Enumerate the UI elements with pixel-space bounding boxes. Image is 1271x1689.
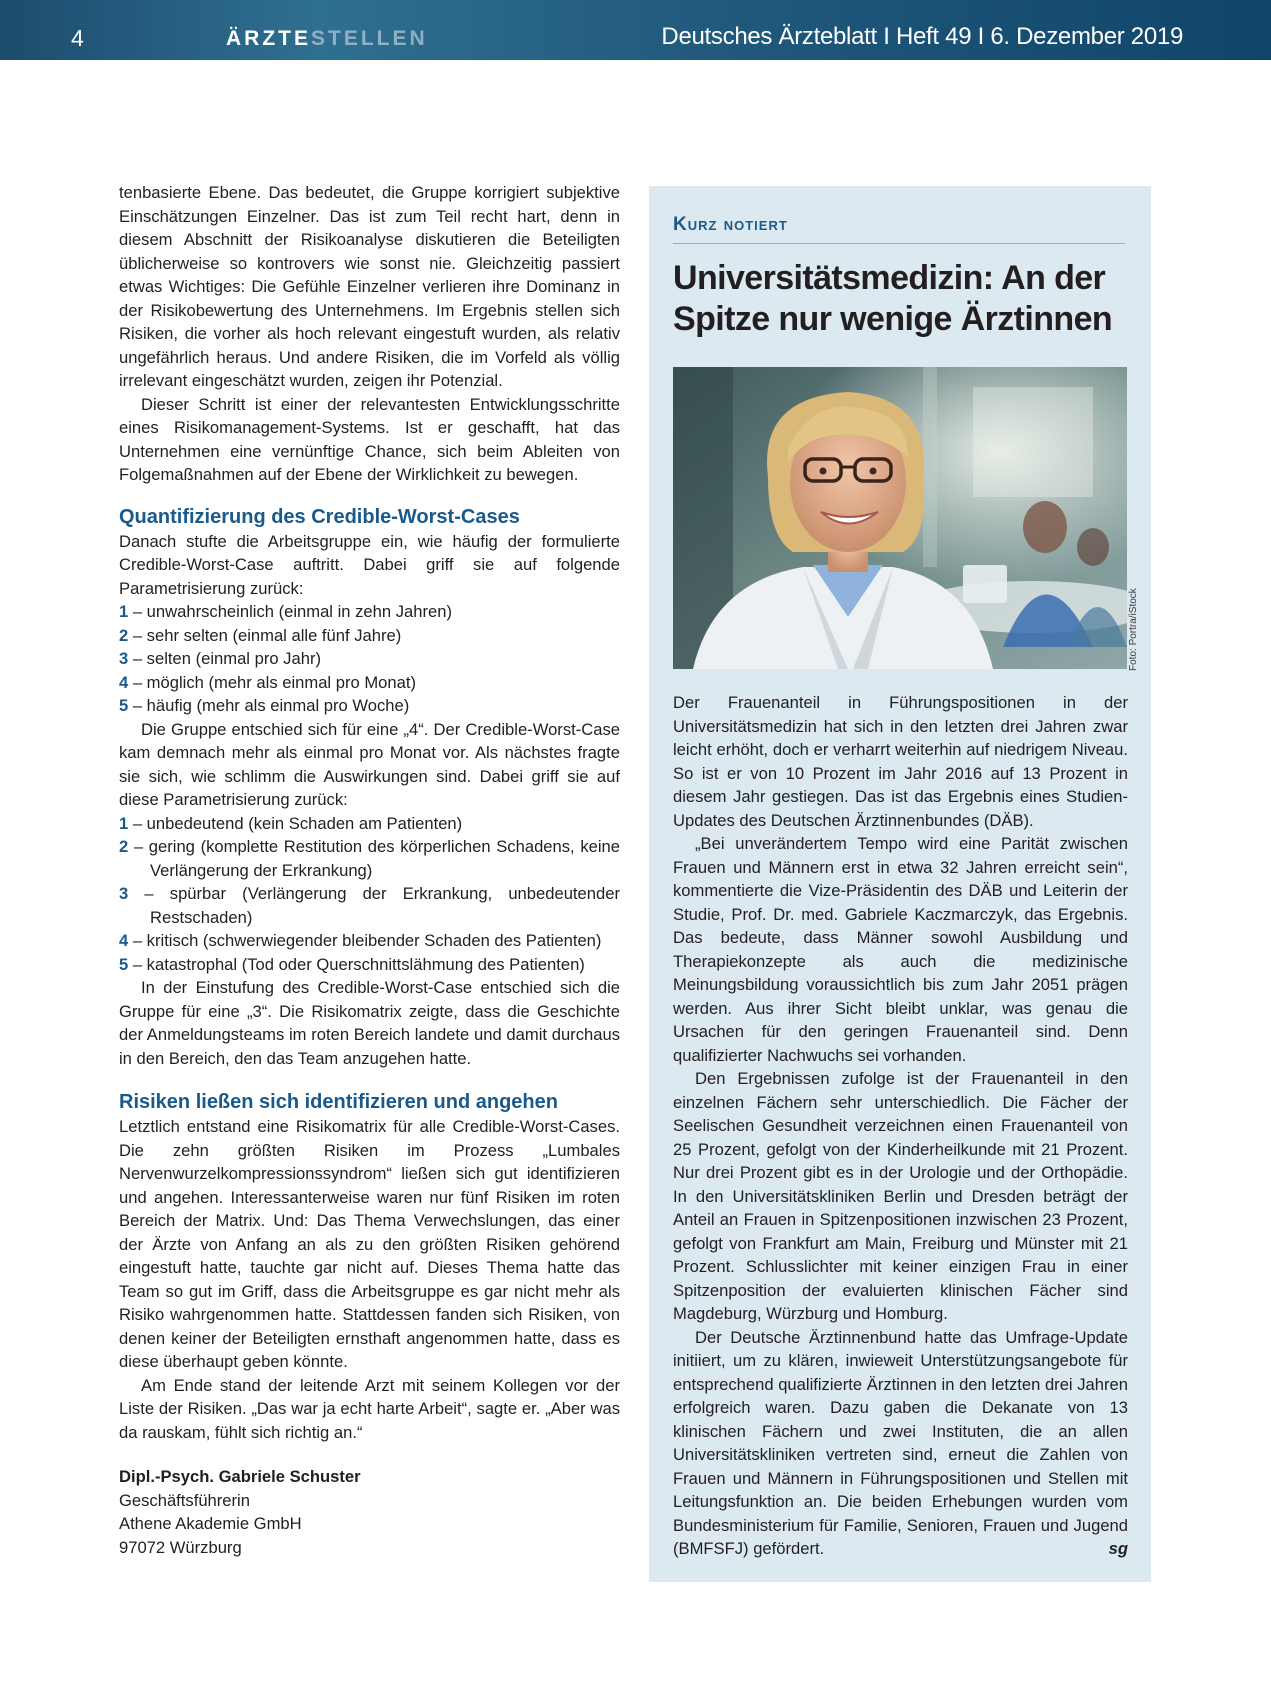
list-item <box>119 882 620 929</box>
list-text: – unwahrscheinlich (einmal in zehn Jahren) <box>128 602 452 621</box>
author-city: 97072 Würzburg <box>119 1537 242 1557</box>
list-item <box>119 835 620 882</box>
list-item <box>119 929 620 953</box>
list-item <box>119 624 620 648</box>
author-signature <box>119 1465 620 1559</box>
list-text: – selten (einmal pro Jahr) <box>128 649 321 668</box>
author-initials: sg <box>1108 1539 1128 1558</box>
sidebar-paragraph: Der Frauenanteil in Führungspositionen in der Universitätsmedizin hat sich in den letzten drei Jahren zwar leicht erhöht, doch er verharrt weiterhin auf niedrigem Niveau. So ist er von 10 Prozent im Jahr 2016 auf 13 Prozent in diesem Jahr gestiegen. Das ist das Ergebnis eines Studien-Updates des Deutschen Ärztinnenbundes (DÄB). <box>673 693 1128 830</box>
list-text: – gering (komplette Restitution des körperlichen Schadens, keine Verlängerung der Erkrankung) <box>128 837 620 880</box>
aerztestellen-logo <box>226 26 428 52</box>
photo-credit: Foto: Portra/iStock <box>1128 588 1139 671</box>
list-number: 2 <box>119 625 129 645</box>
article-paragraph: In der Einstufung des Credible-Worst-Case entschied sich die Gruppe für eine „3“. Die Risikomatrix zeigte, dass die Geschichte der Anmeldungsteams im roten Bereich landete und damit durchaus in den Bereich, den das Team anzugehen hatte. <box>119 978 620 1068</box>
author-company: Athene Akademie GmbH <box>119 1514 302 1533</box>
article-paragraph: Dieser Schritt ist einer der relevantesten Entwicklungsschritte eines Risikomanagement-Systems. Ist er geschafft, hat das Unternehmen eine vernünftige Chance, sich beim Ableiten von Folgemaßnahmen auf der Ebene der Wirklichkeit zu bewegen. <box>119 394 620 484</box>
list-text: – sehr selten (einmal alle fünf Jahre) <box>128 625 402 645</box>
sidebar-paragraph-last <box>673 1326 1128 1561</box>
list-item <box>119 671 620 695</box>
sidebar-headline: Universitätsmedizin: An der Spitze nur wenige Ärztinnen <box>673 259 1113 338</box>
list-text: – katastrophal (Tod oder Querschnittslähmung des Patienten) <box>128 954 585 974</box>
author-name: Dipl.-Psych. Gabriele Schuster <box>119 1467 361 1486</box>
list-item <box>119 812 620 836</box>
article-paragraph: Am Ende stand der leitende Arzt mit seinem Kollegen vor der Liste der Risiken. „Das war ja echt harte Arbeit“, sagte er. „Aber was da rauskam, fühlt sich richtig an.“ <box>119 1375 620 1442</box>
sidebar-paragraph-text: Der Deutsche Ärztinnenbund hatte das Umfrage-Update initiiert, um zu klären, inwieweit Unterstützungsangebote für entsprechend qualifizierte Ärztinnen in den letzten drei Jahren erfolgreich waren. Dazu gaben die Dekanate von 13 klinischen Fächern und zwei Instituten, die an allen Universitätskliniken vertreten sind, erneut die Zahlen von Frauen und Männern in Führungspositionen und Stellen mit Leitungsfunktion an. Die beiden Erhebungen wurden vom Bundesministerium für Familie, Senioren, Frauen und Jugend (BMFSFJ) gefördert. <box>673 1327 1128 1558</box>
frequency-scale-list <box>119 600 620 718</box>
doctor-photo <box>673 367 1127 669</box>
list-text: – spürbar (Verlängerung der Erkrankung, unbedeutender Restschaden) <box>128 884 620 927</box>
list-number: 1 <box>119 813 129 833</box>
author-role: Geschäftsführerin <box>119 1490 250 1510</box>
news-sidebar-box <box>649 186 1151 1582</box>
list-number: 2 <box>119 837 129 856</box>
kicker-divider <box>673 243 1125 244</box>
article-column <box>119 181 620 1559</box>
list-number: 5 <box>119 696 129 715</box>
list-text: – möglich (mehr als einmal pro Monat) <box>128 672 416 692</box>
list-item <box>119 600 620 624</box>
section-heading-risks: Risiken ließen sich identifizieren und angehen <box>119 1091 558 1113</box>
article-paragraph: Die Gruppe entschied sich für eine „4“. Der Credible-Worst-Case kam demnach mehr als einmal pro Monat vor. Als nächstes fragte sie sich, wie schlimm die Auswirkungen sind. Dabei griff sie auf diese Parametrisierung zurück: <box>119 719 620 809</box>
doctor-photo-illustration <box>673 367 1127 669</box>
section-heading-quantification: Quantifizierung des Credible-Worst-Cases <box>119 505 520 528</box>
article-paragraph: tenbasierte Ebene. Das bedeutet, die Gruppe korrigiert subjektive Einschätzungen Einzelner. Das ist zum Teil recht hart, denn in diesem Abschnitt der Risikoanalyse diskutieren die Beteiligten üblicherweise so kontrovers wie sonst nie. Gleichzeitig passiert etwas Wichtiges: Die Gefühle Einzelner verlieren ihre Dominanz in der Risikobewertung des Unternehmens. Im Ergebnis stellen sich Risiken, die vorher als hoch relevant eingestuft wurden, als relativ ungefährlich heraus. Und andere Risiken, die im Vorfeld als völlig irrelevant eingeschätzt wurden, zeigen ihr Potenzial. <box>119 183 620 390</box>
list-number: 3 <box>119 884 129 903</box>
list-number: 4 <box>119 931 129 950</box>
list-item <box>119 953 620 977</box>
logo-part-2: STELLEN <box>311 27 428 50</box>
list-number: 5 <box>119 954 129 974</box>
list-item <box>119 647 620 671</box>
journal-issue: Deutsches Ärzteblatt I Heft 49 I 6. Dezember 2019 <box>661 23 1183 50</box>
article-paragraph: Letztlich entstand eine Risikomatrix für alle Credible-Worst-Cases. Die zehn größten Risiken im Prozess „Lumbales Nervenwurzelkompressionssyndrom“ ließen sich gut identifizieren und angehen. Interessanterweise waren nur fünf Risiken im roten Bereich der Matrix. Und: Das Thema Verwechslungen, das einer der Ärzte von Anfang an als zu den größten Risiken gehörend eingestuft hatte, tauchte gar nicht auf. Dieses Thema hatte das Team so gut im Griff, dass die Arbeitsgruppe es gar nicht mehr als Risiko wahrgenommen hatte. Stattdessen fanden sich Risiken, von denen keiner der Beteiligten ernsthaft angenommen hatte, dass es diese überhaupt geben könnte. <box>119 1117 620 1371</box>
list-text: – häufig (mehr als einmal pro Woche) <box>128 696 410 715</box>
severity-scale-list <box>119 812 620 977</box>
sidebar-kicker: Kurz notiert <box>673 214 788 235</box>
page-number: 4 <box>71 25 84 51</box>
sidebar-paragraph: „Bei unverändertem Tempo wird eine Parität zwischen Frauen und Männern erst in etwa 32 Jahren erreicht sein“, kommentierte die Vize-Präsidentin des DÄB und Leiterin der Studie, Prof. Dr. med. Gabriele Kaczmarczyk, das Ergebnis. Das bedeute, dass Männer sowohl Ausbildung und Therapiekonzepte als auch die medizinische Meinungsbildung voraussichtlich bis zum Jahr 2051 prägen werden. Aus ihrer Sicht bleibt unklar, was genau die Ursachen für den geringen Frauenanteil sind. Denn qualifizierter Nachwuchs sei vorhanden. <box>673 834 1128 1065</box>
page-header <box>0 0 1271 60</box>
sidebar-body <box>673 691 1128 1561</box>
article-paragraph: Danach stufte die Arbeitsgruppe ein, wie häufig der formulierte Credible-Worst-Case auftritt. Dabei griff sie auf folgende Parametrisierung zurück: <box>119 531 620 598</box>
logo-part-1: ÄRZTE <box>226 27 311 50</box>
list-text: – unbedeutend (kein Schaden am Patienten) <box>128 813 463 833</box>
list-number: 1 <box>119 602 129 621</box>
list-item <box>119 694 620 718</box>
list-number: 3 <box>119 649 129 668</box>
list-number: 4 <box>119 672 129 692</box>
sidebar-paragraph: Den Ergebnissen zufolge ist der Frauenanteil in den einzelnen Fächern sehr unterschiedlich. Die Fächer der Seelischen Gesundheit verzeichnen einen Frauenanteil von 25 Prozent, gefolgt von der Kinderheilkunde mit 21 Prozent. Nur drei Prozent gibt es in der Urologie und der Orthopädie. In den Universitätskliniken Berlin und Dresden beträgt der Anteil an Frauen in Spitzenpositionen inzwischen 23 Prozent, gefolgt von Frankfurt am Main, Freiburg und Münster mit 21 Prozent. Schlusslichter mit keiner einzigen Frau in einer Spitzenposition der evaluierten klinischen Fächer sind Magdeburg, Würzburg und Homburg. <box>673 1069 1128 1323</box>
list-text: – kritisch (schwerwiegender bleibender Schaden des Patienten) <box>128 931 602 950</box>
